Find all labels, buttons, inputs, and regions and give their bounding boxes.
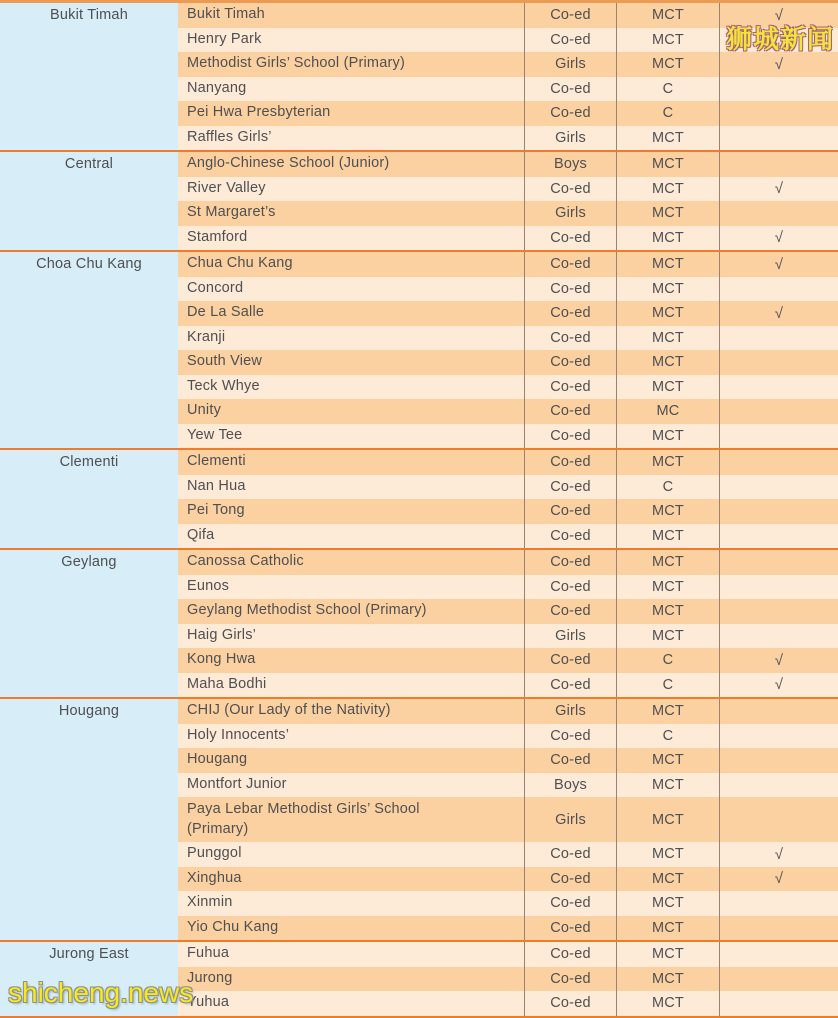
table-row: [178, 942, 838, 967]
school-name-text: Bukit Timah: [187, 6, 265, 23]
school-name-text: Xinmin: [187, 894, 233, 911]
school-name-text: Concord: [187, 279, 244, 296]
school-name-cell: [178, 916, 525, 941]
school-name-text: Kong Hwa: [187, 651, 256, 668]
language-stream-cell: C: [617, 724, 720, 749]
checkmark-cell: √: [774, 845, 784, 863]
school-name-text: De La Salle: [187, 304, 265, 321]
gender-cell: Co-ed: [525, 916, 617, 941]
school-name-text: Methodist Girls’ School (Primary): [187, 55, 405, 72]
table-row: [178, 226, 838, 251]
gender-cell: Co-ed: [525, 648, 617, 673]
checkmark-cell: [720, 499, 838, 524]
table-row: [178, 277, 838, 302]
checkmark-cell: [720, 599, 838, 624]
school-name-cell: [178, 673, 525, 698]
language-stream-cell: MCT: [617, 916, 720, 941]
checkmark-cell: [720, 399, 838, 424]
district-rows: [178, 152, 838, 250]
school-name-cell: [178, 867, 525, 892]
school-name-text: South View: [187, 353, 263, 370]
table-row: [178, 724, 838, 749]
gender-cell: Co-ed: [525, 177, 617, 202]
district-section: [0, 548, 838, 697]
school-name-text: Hougang: [187, 751, 248, 768]
language-stream-cell: MCT: [617, 375, 720, 400]
table-row: [178, 550, 838, 575]
school-name-cell: [178, 375, 525, 400]
school-name-cell: [178, 942, 525, 967]
checkmark-cell: [720, 326, 838, 351]
table-row: [178, 126, 838, 151]
school-name-text: Anglo-Chinese School (Junior): [187, 155, 390, 172]
language-stream-cell: MCT: [617, 773, 720, 798]
school-name-cell: [178, 126, 525, 151]
school-name-cell: [178, 277, 525, 302]
table-row: [178, 575, 838, 600]
gender-cell: Boys: [525, 152, 617, 177]
district-label: Central: [64, 156, 114, 173]
language-stream-cell: MCT: [617, 3, 720, 28]
school-name-cell: [178, 648, 525, 673]
school-name-text: Raffles Girls’: [187, 128, 272, 145]
school-name-text: Clementi: [187, 453, 246, 470]
school-name-cell: [178, 252, 525, 277]
language-stream-cell: MCT: [617, 226, 720, 251]
table-row: [178, 399, 838, 424]
school-name-text: River Valley: [187, 179, 266, 196]
district-rows: [178, 450, 838, 548]
checkmark-cell: [720, 126, 838, 151]
table-row: [178, 301, 838, 326]
table-row: [178, 797, 838, 842]
school-name-cell: [178, 450, 525, 475]
gender-cell: Co-ed: [525, 301, 617, 326]
checkmark-cell: √: [774, 870, 784, 888]
table-row: [178, 152, 838, 177]
school-name-cell: [178, 842, 525, 867]
table-row: [178, 991, 838, 1016]
school-name-cell: [178, 52, 525, 77]
checkmark-cell: [720, 991, 838, 1016]
language-stream-cell: C: [617, 101, 720, 126]
checkmark-cell: [720, 797, 838, 842]
district-label: Geylang: [61, 554, 117, 571]
gender-cell: Co-ed: [525, 375, 617, 400]
school-name-cell: [178, 724, 525, 749]
checkmark-cell: [720, 201, 838, 226]
school-name-text: Qifa: [187, 526, 215, 543]
table-row: [178, 867, 838, 892]
gender-cell: Girls: [525, 797, 617, 842]
checkmark-cell: √: [774, 676, 784, 694]
district-cell: [0, 550, 178, 697]
language-stream-cell: MCT: [617, 201, 720, 226]
language-stream-cell: MCT: [617, 842, 720, 867]
checkmark-cell: [720, 450, 838, 475]
gender-cell: Co-ed: [525, 252, 617, 277]
language-stream-cell: MCT: [617, 152, 720, 177]
school-name-cell: [178, 624, 525, 649]
table-row: [178, 499, 838, 524]
table-row: [178, 101, 838, 126]
school-name-text: CHIJ (Our Lady of the Nativity): [187, 702, 391, 719]
language-stream-cell: MCT: [617, 991, 720, 1016]
table-row: [178, 524, 838, 549]
district-rows: [178, 550, 838, 697]
school-name-cell: [178, 226, 525, 251]
language-stream-cell: MCT: [617, 177, 720, 202]
table-row: [178, 450, 838, 475]
language-stream-cell: C: [617, 648, 720, 673]
table-row: [178, 773, 838, 798]
table-row: [178, 967, 838, 992]
checkmark-cell: [720, 773, 838, 798]
table-row: [178, 201, 838, 226]
gender-cell: Girls: [525, 699, 617, 724]
school-name-cell: [178, 399, 525, 424]
language-stream-cell: MCT: [617, 599, 720, 624]
gender-cell: Co-ed: [525, 3, 617, 28]
checkmark-cell: [720, 424, 838, 449]
checkmark-cell: √: [774, 55, 784, 73]
language-stream-cell: MCT: [617, 624, 720, 649]
school-name-cell: [178, 773, 525, 798]
gender-cell: Co-ed: [525, 991, 617, 1016]
school-name-text: Haig Girls’: [187, 626, 257, 643]
table-row: [178, 748, 838, 773]
district-section: [0, 250, 838, 448]
table-row: [178, 599, 838, 624]
school-name-text: Yew Tee: [187, 426, 243, 443]
language-stream-cell: MCT: [617, 52, 720, 77]
table-row: [178, 424, 838, 449]
district-cell: [0, 699, 178, 940]
checkmark-cell: √: [774, 304, 784, 322]
language-stream-cell: C: [617, 77, 720, 102]
school-name-text: Paya Lebar Methodist Girls’ School (Primary): [187, 800, 420, 837]
school-name-text: Teck Whye: [187, 377, 260, 394]
gender-cell: Co-ed: [525, 867, 617, 892]
checkmark-cell: [720, 524, 838, 549]
district-section: [0, 150, 838, 250]
gender-cell: Co-ed: [525, 350, 617, 375]
school-name-cell: [178, 475, 525, 500]
table-row: [178, 77, 838, 102]
table-row: [178, 842, 838, 867]
checkmark-cell: [720, 152, 838, 177]
language-stream-cell: MCT: [617, 967, 720, 992]
gender-cell: Co-ed: [525, 499, 617, 524]
watermark-bottom-left: shicheng.news: [8, 977, 194, 1008]
school-name-cell: [178, 575, 525, 600]
school-name-text: Holy Innocents’: [187, 726, 290, 743]
school-name-text: Jurong: [187, 969, 233, 986]
checkmark-cell: [720, 916, 838, 941]
table-row: [178, 475, 838, 500]
gender-cell: Co-ed: [525, 967, 617, 992]
language-stream-cell: MCT: [617, 524, 720, 549]
school-name-text: Yuhua: [187, 994, 230, 1011]
gender-cell: Co-ed: [525, 942, 617, 967]
language-stream-cell: MCT: [617, 326, 720, 351]
table-row: [178, 375, 838, 400]
gender-cell: Co-ed: [525, 475, 617, 500]
table-row: [178, 177, 838, 202]
school-name-text: Yio Chu Kang: [187, 918, 279, 935]
gender-cell: Girls: [525, 201, 617, 226]
gender-cell: Co-ed: [525, 673, 617, 698]
school-name-cell: [178, 599, 525, 624]
language-stream-cell: MCT: [617, 867, 720, 892]
school-name-text: Xinghua: [187, 869, 242, 886]
gender-cell: Girls: [525, 624, 617, 649]
school-name-text: St Margaret’s: [187, 204, 276, 221]
district-rows: [178, 252, 838, 448]
school-name-text: Kranji: [187, 328, 226, 345]
gender-cell: Co-ed: [525, 550, 617, 575]
district-section: [0, 3, 838, 150]
table-row: [178, 648, 838, 673]
school-name-text: Stamford: [187, 228, 248, 245]
checkmark-cell: [720, 101, 838, 126]
checkmark-cell: [720, 942, 838, 967]
school-name-text: Canossa Catholic: [187, 553, 304, 570]
language-stream-cell: MCT: [617, 126, 720, 151]
school-name-text: Pei Tong: [187, 502, 245, 519]
language-stream-cell: MCT: [617, 350, 720, 375]
table-row: [178, 673, 838, 698]
language-stream-cell: C: [617, 475, 720, 500]
school-name-cell: [178, 699, 525, 724]
school-name-cell: [178, 152, 525, 177]
school-name-cell: [178, 797, 525, 842]
school-name-cell: [178, 499, 525, 524]
watermark-top-right: 狮城新闻: [725, 24, 834, 54]
language-stream-cell: MC: [617, 399, 720, 424]
school-name-cell: [178, 891, 525, 916]
checkmark-cell: [720, 475, 838, 500]
gender-cell: Co-ed: [525, 842, 617, 867]
checkmark-cell: [720, 350, 838, 375]
language-stream-cell: MCT: [617, 28, 720, 53]
school-name-cell: [178, 326, 525, 351]
school-name-text: Nan Hua: [187, 477, 246, 494]
district-cell: [0, 252, 178, 448]
language-stream-cell: MCT: [617, 891, 720, 916]
school-name-text: Unity: [187, 402, 222, 419]
gender-cell: Co-ed: [525, 575, 617, 600]
school-name-cell: [178, 177, 525, 202]
school-name-cell: [178, 201, 525, 226]
school-name-cell: [178, 101, 525, 126]
checkmark-cell: [720, 550, 838, 575]
language-stream-cell: MCT: [617, 748, 720, 773]
checkmark-cell: [720, 375, 838, 400]
district-label: Clementi: [59, 454, 119, 471]
gender-cell: Co-ed: [525, 599, 617, 624]
school-name-text: Geylang Methodist School (Primary): [187, 602, 427, 619]
checkmark-cell: [720, 277, 838, 302]
gender-cell: Co-ed: [525, 77, 617, 102]
gender-cell: Co-ed: [525, 28, 617, 53]
district-cell: [0, 3, 178, 150]
language-stream-cell: C: [617, 673, 720, 698]
school-name-cell: [178, 550, 525, 575]
checkmark-cell: √: [774, 180, 784, 198]
district-label: Bukit Timah: [50, 7, 128, 24]
checkmark-cell: [720, 575, 838, 600]
gender-cell: Co-ed: [525, 450, 617, 475]
school-name-text: Maha Bodhi: [187, 675, 267, 692]
table-row: [178, 252, 838, 277]
school-name-text: Eunos: [187, 577, 230, 594]
gender-cell: Co-ed: [525, 101, 617, 126]
district-rows: [178, 942, 838, 1016]
school-name-cell: [178, 3, 525, 28]
language-stream-cell: MCT: [617, 424, 720, 449]
gender-cell: Co-ed: [525, 891, 617, 916]
language-stream-cell: MCT: [617, 499, 720, 524]
school-name-text: Nanyang: [187, 79, 247, 96]
checkmark-cell: √: [774, 229, 784, 247]
language-stream-cell: MCT: [617, 450, 720, 475]
gender-cell: Co-ed: [525, 748, 617, 773]
school-name-cell: [178, 991, 525, 1016]
table-row: [178, 624, 838, 649]
district-cell: [0, 450, 178, 548]
gender-cell: Co-ed: [525, 424, 617, 449]
district-section: [0, 448, 838, 548]
district-label: Choa Chu Kang: [36, 256, 142, 273]
gender-cell: Girls: [525, 52, 617, 77]
school-name-cell: [178, 424, 525, 449]
checkmark-cell: [720, 699, 838, 724]
checkmark-cell: [720, 891, 838, 916]
school-name-text: Pei Hwa Presbyterian: [187, 104, 331, 121]
district-label: Jurong East: [49, 946, 129, 963]
language-stream-cell: MCT: [617, 301, 720, 326]
school-name-cell: [178, 524, 525, 549]
school-name-text: Chua Chu Kang: [187, 255, 293, 272]
checkmark-cell: √: [774, 6, 784, 24]
checkmark-cell: [720, 624, 838, 649]
gender-cell: Co-ed: [525, 724, 617, 749]
checkmark-cell: √: [774, 255, 784, 273]
checkmark-cell: [720, 748, 838, 773]
school-name-cell: [178, 301, 525, 326]
school-name-cell: [178, 28, 525, 53]
language-stream-cell: MCT: [617, 277, 720, 302]
table-row: [178, 916, 838, 941]
school-name-cell: [178, 350, 525, 375]
checkmark-cell: [720, 967, 838, 992]
checkmark-cell: [720, 724, 838, 749]
school-name-text: Henry Park: [187, 30, 262, 47]
checkmark-cell: [720, 77, 838, 102]
school-name-cell: [178, 967, 525, 992]
district-section: [0, 697, 838, 940]
language-stream-cell: MCT: [617, 699, 720, 724]
gender-cell: Co-ed: [525, 399, 617, 424]
language-stream-cell: MCT: [617, 942, 720, 967]
school-name-cell: [178, 77, 525, 102]
district-label: Hougang: [58, 703, 120, 720]
language-stream-cell: MCT: [617, 575, 720, 600]
district-cell: [0, 152, 178, 250]
table-row: [178, 891, 838, 916]
district-rows: [178, 699, 838, 940]
gender-cell: Co-ed: [525, 326, 617, 351]
gender-cell: Co-ed: [525, 226, 617, 251]
gender-cell: Girls: [525, 126, 617, 151]
gender-cell: Co-ed: [525, 277, 617, 302]
gender-cell: Co-ed: [525, 524, 617, 549]
language-stream-cell: MCT: [617, 252, 720, 277]
gender-cell: Boys: [525, 773, 617, 798]
school-name-text: Montfort Junior: [187, 775, 287, 792]
school-name-text: Fuhua: [187, 945, 230, 962]
table-row: [178, 350, 838, 375]
school-name-cell: [178, 748, 525, 773]
language-stream-cell: MCT: [617, 797, 720, 842]
table-row: [178, 699, 838, 724]
checkmark-cell: √: [774, 651, 784, 669]
table-row: [178, 326, 838, 351]
language-stream-cell: MCT: [617, 550, 720, 575]
school-name-text: Punggol: [187, 845, 242, 862]
